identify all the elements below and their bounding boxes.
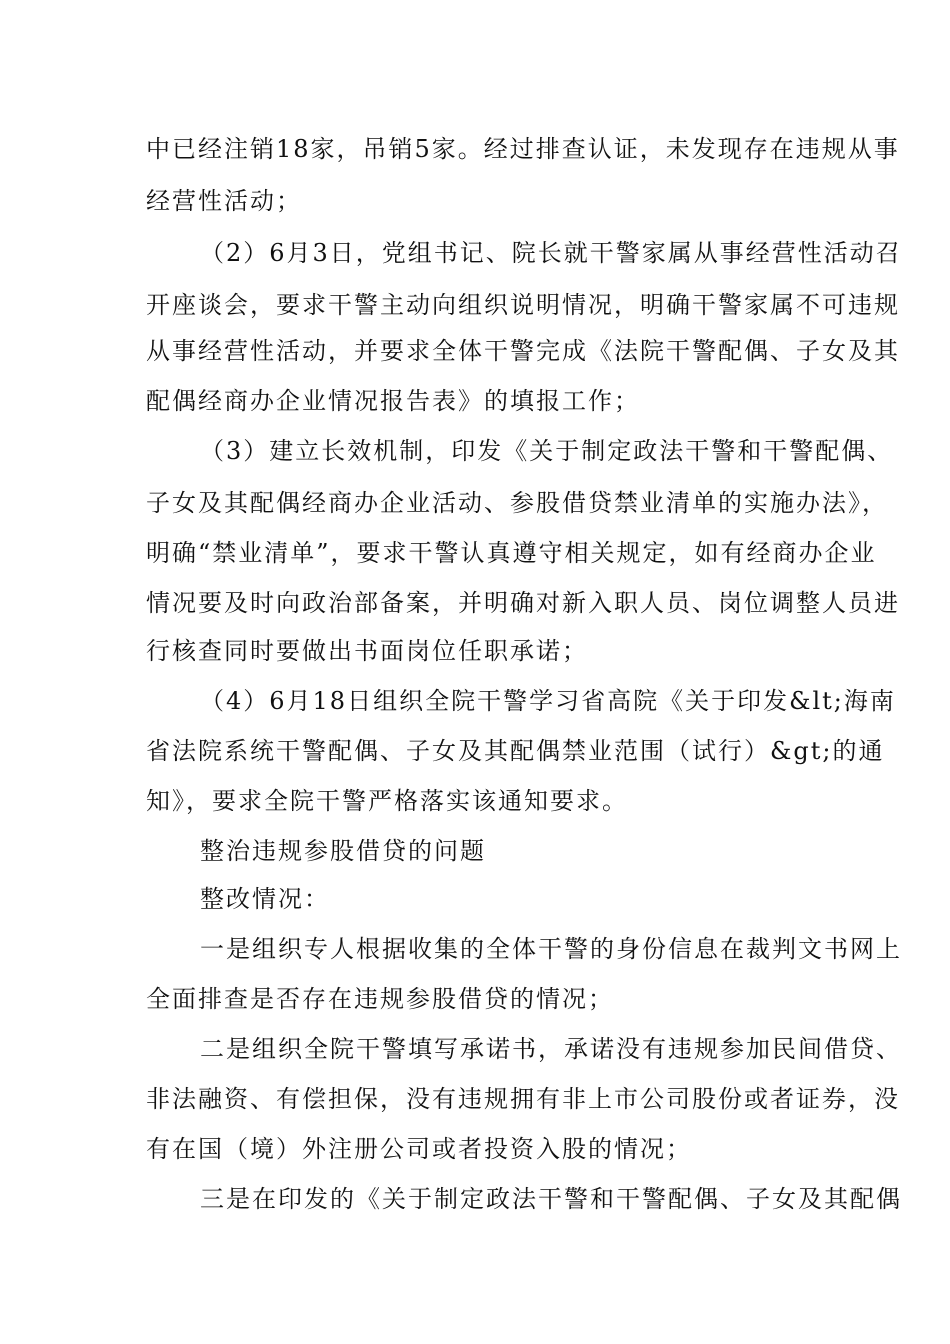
paragraph-line: 知》，要求全院干警严格落实该通知要求。 — [146, 787, 628, 815]
paragraph-line: 配偶经商办企业情况报告表》的填报工作； — [146, 387, 640, 415]
paragraph-line: 开座谈会，要求干警主动向组织说明情况，明确干警家属不可违规 — [146, 291, 900, 319]
paragraph-line: 经营性活动； — [146, 187, 302, 215]
paragraph-line: 中已经注销18家，吊销5家。经过排查认证，未发现存在违规从事 — [146, 135, 900, 163]
paragraph-line: 二是组织全院干警填写承诺书，承诺没有违规参加民间借贷、 — [200, 1035, 902, 1063]
paragraph-line: 非法融资、有偿担保，没有违规拥有非上市公司股份或者证券，没 — [146, 1085, 900, 1113]
paragraph-line: 子女及其配偶经商办企业活动、参股借贷禁业清单的实施办法》， — [146, 489, 888, 517]
paragraph-line: 情况要及时向政治部备案，并明确对新入职人员、岗位调整人员进 — [146, 589, 900, 617]
paragraph-line: 三是在印发的《关于制定政法干警和干警配偶、子女及其配偶 — [200, 1185, 902, 1213]
paragraph-line: 明确“禁业清单”，要求干警认真遵守相关规定，如有经商办企业 — [146, 539, 877, 567]
paragraph-line: 行核查同时要做出书面岗位任职承诺； — [146, 637, 588, 665]
section-heading: 整治违规参股借贷的问题 — [200, 837, 486, 865]
paragraph-line: 有在国（境）外注册公司或者投资入股的情况； — [146, 1135, 692, 1163]
paragraph-line: 全面排查是否存在违规参股借贷的情况； — [146, 985, 614, 1013]
paragraph-line: 一是组织专人根据收集的全体干警的身份信息在裁判文书网上 — [200, 935, 902, 963]
paragraph-line: 省法院系统干警配偶、子女及其配偶禁业范围（试行）&gt;的通 — [146, 737, 885, 765]
paragraph-line: （4）6月18日组织全院干警学习省高院《关于印发&lt;海南 — [200, 687, 896, 715]
paragraph-line: （2）6月3日，党组书记、院长就干警家属从事经营性活动召 — [200, 239, 902, 267]
paragraph-line: 整改情况： — [200, 885, 330, 913]
paragraph-line: 从事经营性活动，并要求全体干警完成《法院干警配偶、子女及其 — [146, 337, 900, 365]
paragraph-line: （3）建立长效机制，印发《关于制定政法干警和干警配偶、 — [200, 437, 894, 465]
